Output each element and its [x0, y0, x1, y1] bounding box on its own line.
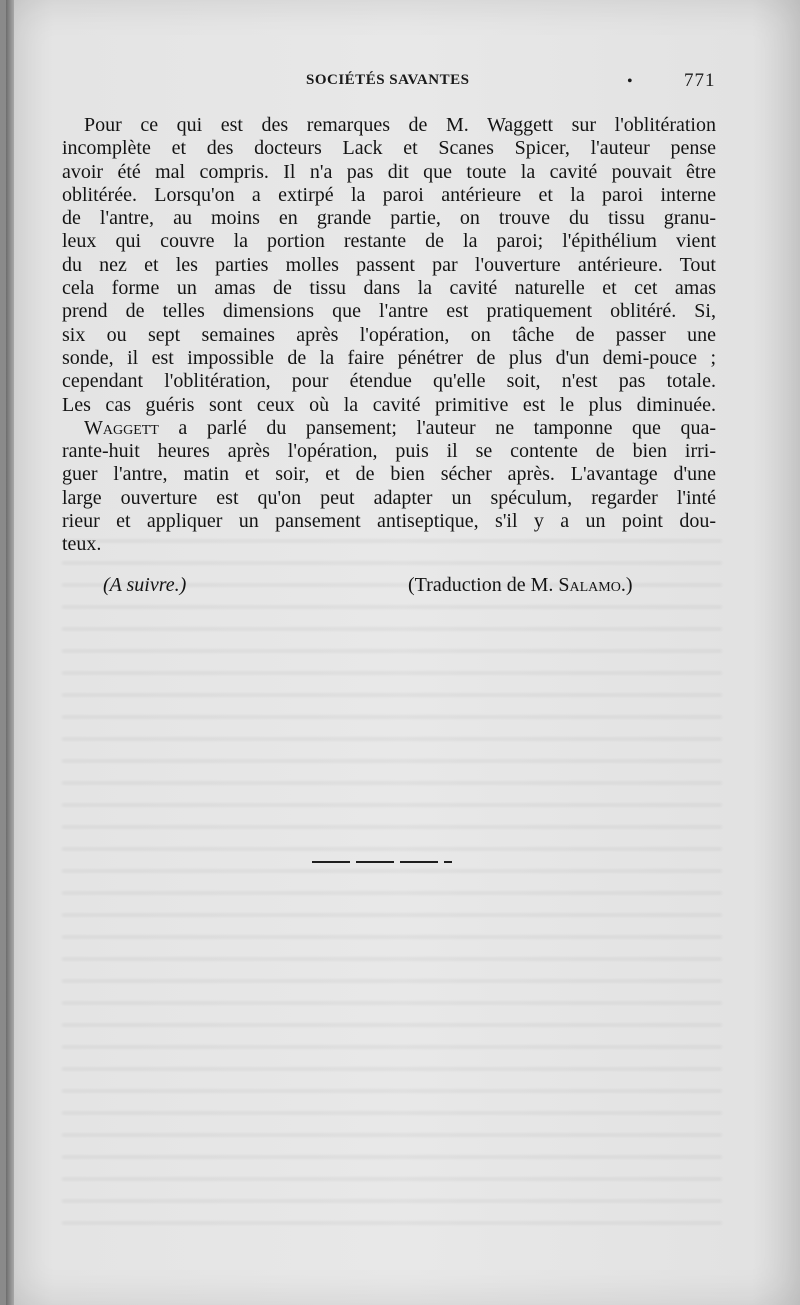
text-fragment: a parlé du pansement; l'auteur ne tamponne que qua-	[158, 416, 716, 439]
text-line: oblitérée. Lorsqu'on a extirpé la paroi antérieure et la paroi interne	[62, 183, 716, 206]
translation-suffix: .)	[620, 574, 633, 596]
body-text	[62, 114, 716, 557]
text-line: guer l'antre, matin et soir, et de bien sécher après. L'avantage d'une	[62, 463, 716, 486]
translator-name: Salamo	[558, 574, 621, 596]
section-divider	[312, 861, 452, 863]
text-line: de l'antre, au moins en grande partie, on trouve du tissu granu-	[62, 207, 716, 230]
text-line: cela forme un amas de tissu dans la cavité naturelle et cet amas	[62, 277, 716, 300]
to-be-continued: (A suivre.)	[103, 574, 187, 596]
header-bullet: •	[627, 73, 633, 90]
page-binding-shadow	[6, 0, 14, 1305]
page-header	[0, 72, 800, 96]
text-line: du nez et les parties molles passent par l'ouverture antérieure. Tout	[62, 253, 716, 276]
show-through-texture	[62, 540, 722, 1240]
text-line: incomplète et des docteurs Lack et Scanes Spicer, l'auteur pense	[62, 137, 716, 160]
text-line: cependant l'oblitération, pour étendue qu'elle soit, n'est pas totale.	[62, 370, 716, 393]
text-line: six ou sept semaines après l'opération, on tâche de passer une	[62, 323, 716, 346]
paragraph-1	[62, 114, 716, 417]
text-line	[62, 417, 716, 440]
text-line: leux qui couvre la portion restante de la paroi; l'épithélium vient	[62, 230, 716, 253]
text-line: avoir été mal compris. Il n'a pas dit que toute la cavité pouvait être	[62, 160, 716, 183]
text-line: Pour ce qui est des remarques de M. Waggett sur l'oblitération	[84, 114, 716, 136]
text-line: teux.	[62, 533, 102, 556]
text-line: sonde, il est impossible de la faire pénétrer de plus d'un demi-pouce ;	[62, 346, 716, 369]
text-line: rieur et appliquer un pansement antiseptique, s'il y a un point dou-	[62, 510, 716, 533]
text-line: prend de telles dimensions que l'antre est pratiquement oblitéré. Si,	[62, 300, 716, 323]
author-name: Waggett	[84, 416, 159, 439]
paragraph-2	[62, 417, 716, 557]
page-number: 771	[684, 70, 716, 91]
translation-credit	[408, 574, 633, 597]
text-line: large ouverture est qu'on peut adapter un spéculum, regarder l'inté	[62, 486, 716, 509]
translation-prefix: (Traduction de M.	[408, 574, 559, 596]
text-line: rante-huit heures après l'opération, puis il se contente de bien irri-	[62, 440, 716, 463]
running-title: SOCIÉTÉS SAVANTES	[306, 72, 470, 88]
text-line: Les cas guéris sont ceux où la cavité primitive est le plus diminuée.	[62, 393, 716, 416]
